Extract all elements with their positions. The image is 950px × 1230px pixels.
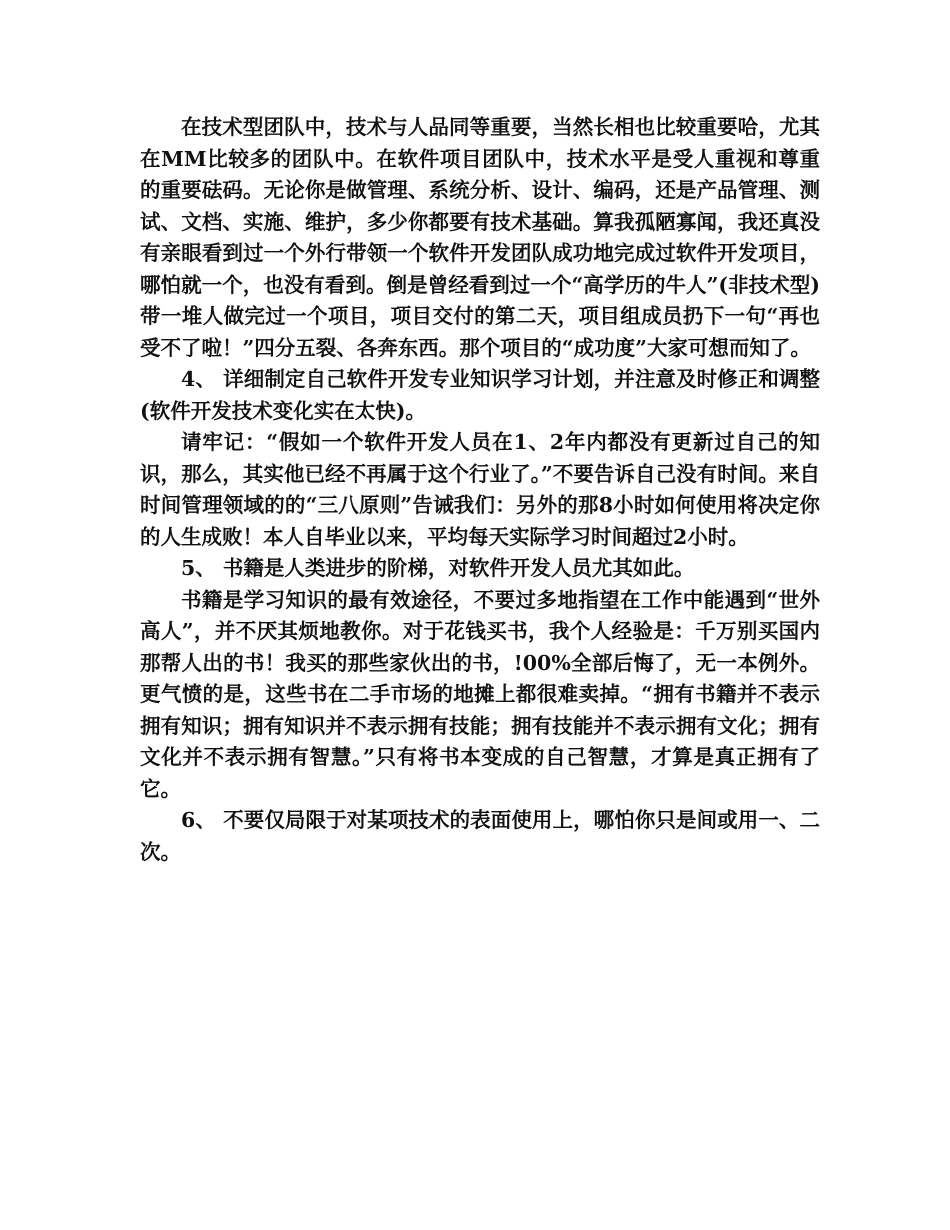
paragraph-item-4: 4、 详细制定自己软件开发专业知识学习计划，并注意及时修正和调整(软件开发技术变化实在太快)。 [140, 367, 820, 423]
paragraph-team-tech: 在技术型团队中，技术与人品同等重要，当然长相也比较重要哈，尤其在MM比较多的团队中。在软件项目团队中，技术水平是受人重视和尊重的重要砝码。无论你是做管理、系统分析、设计、编码，还是产品管理、测试、文档、实施、维护，多少你都要有技术基础。算我孤陋寡闻，我还真没有亲眼看到过一个外行带领一个软件开发团队成功地完成过软件开发项目，哪怕就一个，也没有看到。倒是曾经看到过一个“高学历的牛人”(非技术型)带一堆人做完过一个项目，项目交付的第二天，项目组成员扔下一句“再也受不了啦！”四分五裂、各奔东西。那个项目的“成功度”大家可想而知了。 [140, 115, 820, 360]
paragraph-remember: 请牢记：“假如一个软件开发人员在1、2年内都没有更新过自己的知识，那么，其实他已经不再属于这个行业了。”不要告诉自己没有时间。来自时间管理领域的的“三八原则”告诫我们：另外的那8小时如何使用将决定你的人生成败！本人自毕业以来，平均每天实际学习时间超过2小时。 [140, 430, 820, 549]
document-page [140, 112, 820, 868]
paragraph-item-5: 5、 书籍是人类进步的阶梯，对软件开发人员尤其如此。 [181, 556, 695, 580]
paragraph-books: 书籍是学习知识的最有效途径，不要过多地指望在工作中能遇到“世外高人”，并不厌其烦地教你。对于花钱买书，我个人经验是：千万别买国内那帮人出的书！我买的那些家伙出的书，!00%全部后悔了，无一本例外。更气愤的是，这些书在二手市场的地摊上都很难卖掉。“拥有书籍并不表示拥有知识；拥有知识并不表示拥有技能；拥有技能并不表示拥有文化；拥有文化并不表示拥有智慧。”只有将书本变成的自己智慧，才算是真正拥有了它。 [140, 587, 820, 801]
paragraph-item-6: 6、 不要仅局限于对某项技术的表面使用上，哪怕你只是间或用一、二次。 [140, 808, 820, 864]
